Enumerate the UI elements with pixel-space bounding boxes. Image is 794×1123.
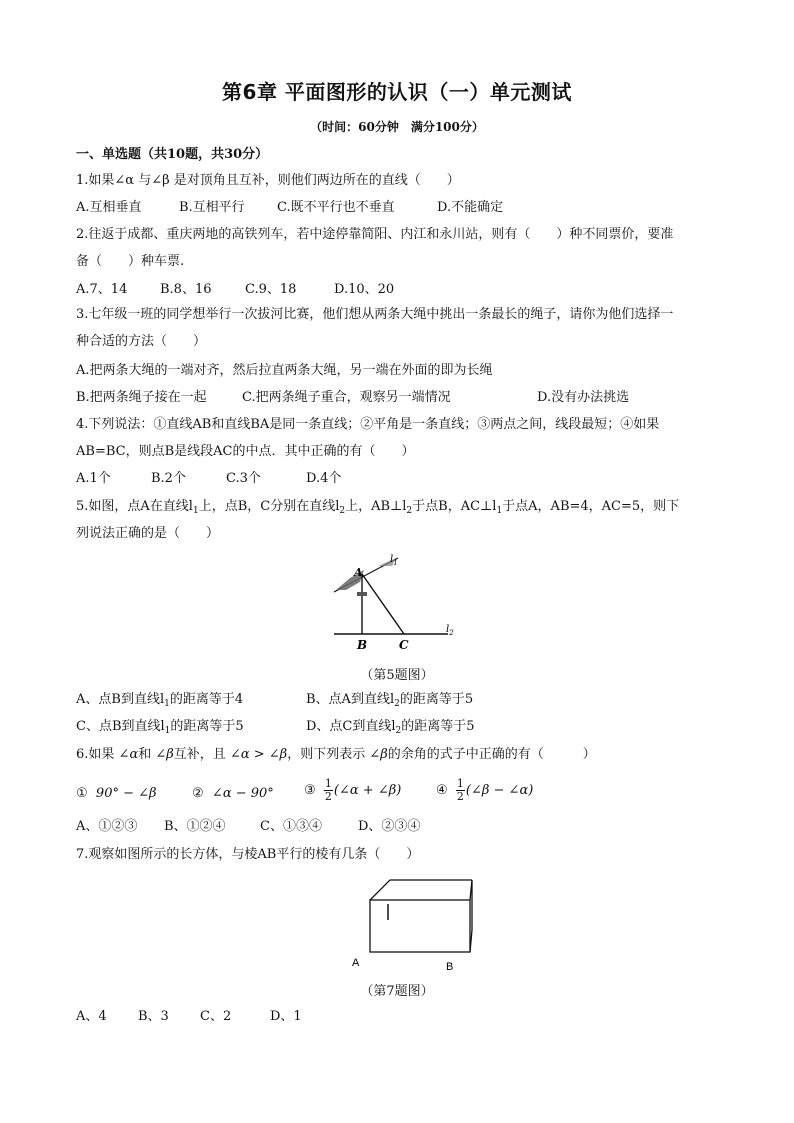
q5-stem-part: 上，AB⊥l: [345, 499, 407, 514]
q3-stem-line1: 3.七年级一班的同学想举行一次拔河比赛，他们想从两条大绳中挑出一条最长的绳子，请你为他们选择一: [76, 307, 674, 322]
label-a: A: [352, 957, 360, 969]
q6-stem-part: 的余角的式子中正确的有（ ）: [387, 747, 596, 762]
label-c: C: [399, 638, 409, 652]
q3-options-bcd: [76, 389, 629, 407]
q2-stem-line1: 2.往返于成都、重庆两地的高铁列车，若中途停靠简阳、内江和永川站，则有（ ）种不同票价，要准: [76, 227, 674, 242]
q5-stem-part: 5.如图，点A在直线l: [76, 499, 193, 514]
q6-expr-4: ④ $\frac{1}{2}$ (∠β − ∠α): [436, 777, 534, 803]
q6-expr-2: ② ∠α − 90°: [192, 786, 274, 801]
q5-figure: [326, 548, 466, 652]
q1-options: [76, 199, 503, 217]
q4-option-a: A.1个: [76, 471, 111, 486]
top-left-edge: [370, 880, 390, 900]
page-title: 第6章 平面图形的认识（一）单元测试: [222, 80, 572, 104]
math-inequality: ∠α > ∠β: [229, 747, 288, 762]
section-heading: 一、单选题（共10题，共30分）: [76, 147, 269, 162]
q5-options-cd: [76, 718, 475, 740]
q3-option-b: B.把两条绳子接在一起: [76, 390, 207, 405]
q6-stem-part: 6.如果: [76, 747, 115, 762]
q3-option-a: A.把两条大绳的一端对齐，然后拉直两条大绳，另一端在外面的即为长绳: [76, 363, 493, 378]
q7-figure: [344, 870, 480, 978]
subscript: 1: [192, 506, 199, 516]
q1-option-b: B.互相平行: [179, 200, 245, 215]
q5-stem-part: 于点B，AC⊥l: [412, 499, 497, 514]
q6-option-b: B、①②④: [164, 819, 226, 834]
q5-option-b: B、点A到直线$l_2$的距离等于5: [306, 692, 474, 709]
q6-stem-part: ，则下列表示: [287, 747, 366, 762]
q1-option-c: C.既不平行也不垂直: [277, 200, 395, 215]
q5-stem-part: 于点A，AB=4，AC=5，则下: [502, 499, 680, 514]
label-l2: $l_2$: [446, 624, 454, 637]
q7-options: [76, 1008, 302, 1026]
front-face: [370, 900, 470, 952]
q6-stem-part: 和: [138, 747, 152, 762]
q5-stem-line1: [76, 498, 679, 520]
q6-option-c: C、①③④: [260, 819, 322, 834]
subscript: 2: [339, 506, 346, 516]
math-beta: ∠β: [369, 747, 388, 762]
q3-option-d: D.没有办法挑选: [537, 390, 630, 405]
q7-option-a: A、4: [76, 1009, 107, 1024]
segment-ac: [362, 574, 404, 634]
q7-stem: 7.观察如图所示的长方体，与棱AB平行的棱有几条（ ）: [76, 847, 420, 862]
q6-option-d: D、②③④: [358, 819, 421, 834]
q4-options: [76, 470, 341, 488]
q6-expr-3: ③ $\frac{1}{2}$ (∠α + ∠β): [304, 777, 402, 803]
q4-option-b: B.2个: [151, 471, 186, 486]
q6-stem: [76, 746, 596, 764]
q6-expr-1: ① 90° − ∠β: [76, 786, 157, 801]
math-beta: ∠β: [155, 747, 174, 762]
math-alpha: ∠α: [118, 747, 139, 762]
q6-stem-part: 互补，且: [173, 747, 226, 762]
q1-option-d: D.不能确定: [437, 200, 504, 215]
subscript: 1: [496, 506, 503, 516]
q4-option-c: C.3个: [226, 471, 261, 486]
q6-option-a: A、①②③: [76, 819, 138, 834]
label-l1: $l_1$: [390, 554, 398, 567]
q4-option-d: D.4个: [306, 471, 342, 486]
q5-options-ab: [76, 691, 473, 713]
tick-mark: [357, 592, 367, 596]
q7-caption: （第7题图）: [360, 984, 434, 999]
q6-options: [76, 818, 420, 836]
q5-option-a: A、点B到直线$l_1$的距离等于4: [76, 692, 244, 709]
q4-stem-line2: AB=BC，则点B是线段AC的中点．其中正确的有（ ）: [76, 444, 415, 459]
q5-stem-part: 上，点B，C分别在直线l: [198, 499, 340, 514]
label-b: B: [446, 961, 454, 973]
q5-option-d: D、点C到直线$l_2$的距离等于5: [306, 719, 475, 736]
q5-stem-line2: 列说法正确的是（ ）: [76, 526, 220, 541]
label-a: A: [354, 566, 363, 579]
subscript: 2: [406, 506, 413, 516]
q5-option-c: C、点B到直线$l_1$的距离等于5: [76, 719, 244, 736]
q1-option-a: A.互相垂直: [76, 200, 142, 215]
q3-stem-line2: 种合适的方法（ ）: [76, 334, 207, 349]
q5-caption: （第5题图）: [360, 668, 434, 683]
q2-option-b: B.8、16: [160, 282, 212, 297]
q1-stem: 1.如果∠α 与∠β 是对顶角且互补，则他们两边所在的直线（ ）: [76, 173, 460, 188]
q4-stem-line1: 4.下列说法：①直线AB和直线BA是同一条直线；②平角是一条直线；③两点之间，线段最短；④如果: [76, 417, 660, 432]
q7-option-b: B、3: [138, 1009, 169, 1024]
q2-stem-line2: 备（ ）种车票.: [76, 254, 185, 269]
page-subtitle: （时间：60分钟 满分100分）: [310, 120, 484, 134]
q7-option-c: C、2: [200, 1009, 232, 1024]
q7-option-d: D、1: [270, 1009, 302, 1024]
q2-option-c: C.9、18: [245, 282, 297, 297]
q2-options: [76, 281, 394, 299]
q2-option-a: A.7、14: [76, 282, 128, 297]
q3-option-c: C.把两条绳子重合，观察另一端情况: [242, 390, 451, 405]
label-b: B: [357, 638, 368, 652]
q2-option-d: D.10、20: [334, 282, 395, 297]
